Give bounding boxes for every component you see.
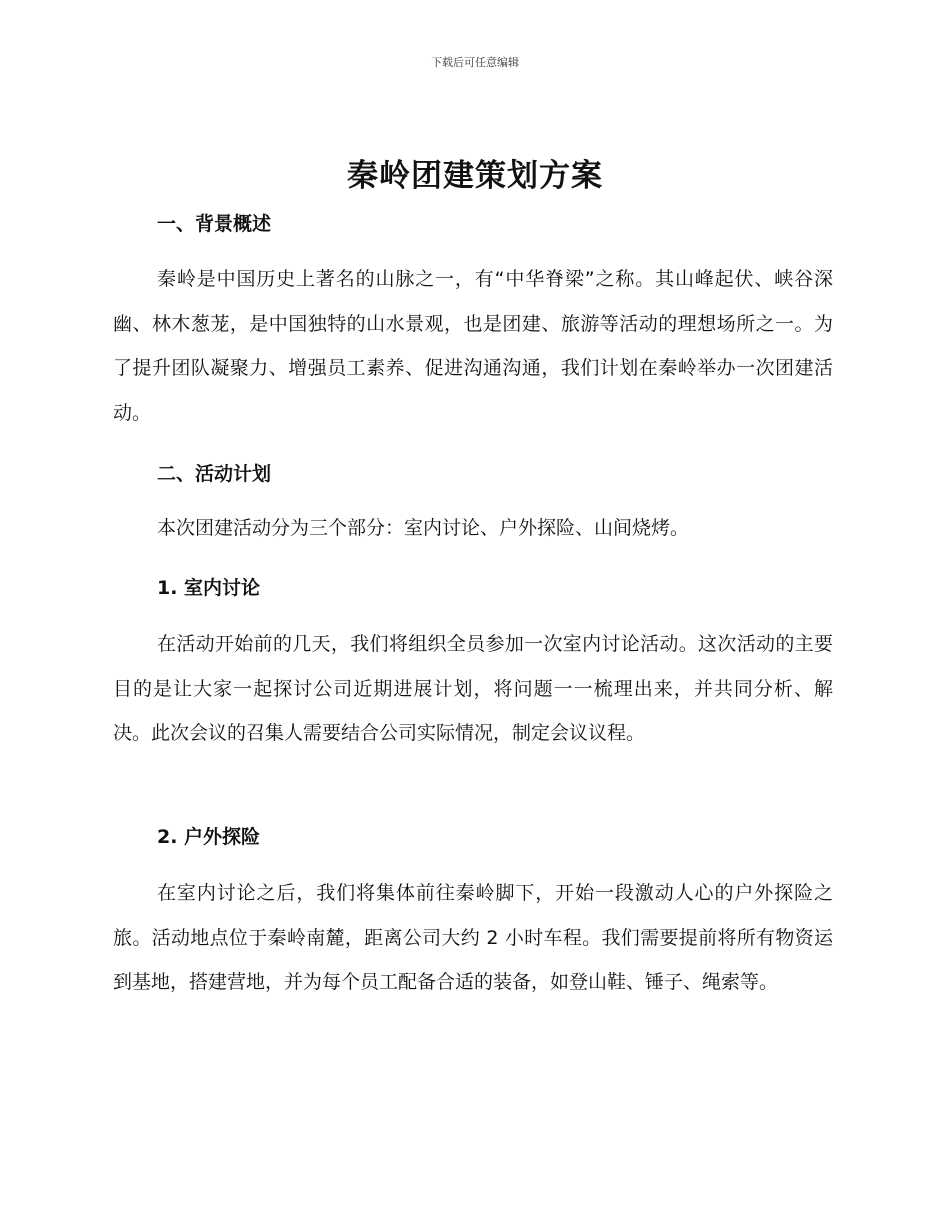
paragraph-plan: 本次团建活动分为三个部分：室内讨论、户外探险、山间烧烤。 bbox=[157, 517, 690, 539]
document-title: 秦岭团建策划方案 bbox=[347, 158, 603, 194]
paragraph-indoor: 在活动开始前的几天，我们将组织全员参加一次室内讨论活动。这次活动的主要目的是让大家一起探讨公司近期进展计划，将问题一一梳理出来，并共同分析、解决。此次会议的召集人需要结合公司实际情况，制定会议议程。 bbox=[113, 633, 833, 744]
paragraph-outdoor: 在室内讨论之后，我们将集体前往秦岭脚下，开始一段激动人心的户外探险之旅。活动地点位于秦岭南麓，距离公司大约 2 小时车程。我们需要提前将所有物资运到基地，搭建营地，并为每个员工配备合适的装备，如登山鞋、锤子、绳索等。 bbox=[113, 882, 833, 993]
section-heading-background: 一、背景概述 bbox=[157, 213, 272, 235]
header-note: 下载后可任意编辑 bbox=[431, 56, 519, 69]
section-heading-outdoor: 2. 户外探险 bbox=[157, 826, 261, 848]
section-heading-indoor: 1. 室内讨论 bbox=[157, 577, 261, 599]
section-heading-plan: 二、活动计划 bbox=[157, 463, 272, 485]
paragraph-background: 秦岭是中国历史上著名的山脉之一，有“中华脊梁”之称。其山峰起伏、峡谷深幽、林木葱茏，是中国独特的山水景观，也是团建、旅游等活动的理想场所之一。为了提升团队凝聚力、增强员工素养、促进沟通沟通，我们计划在秦岭举办一次团建活动。 bbox=[113, 268, 833, 424]
